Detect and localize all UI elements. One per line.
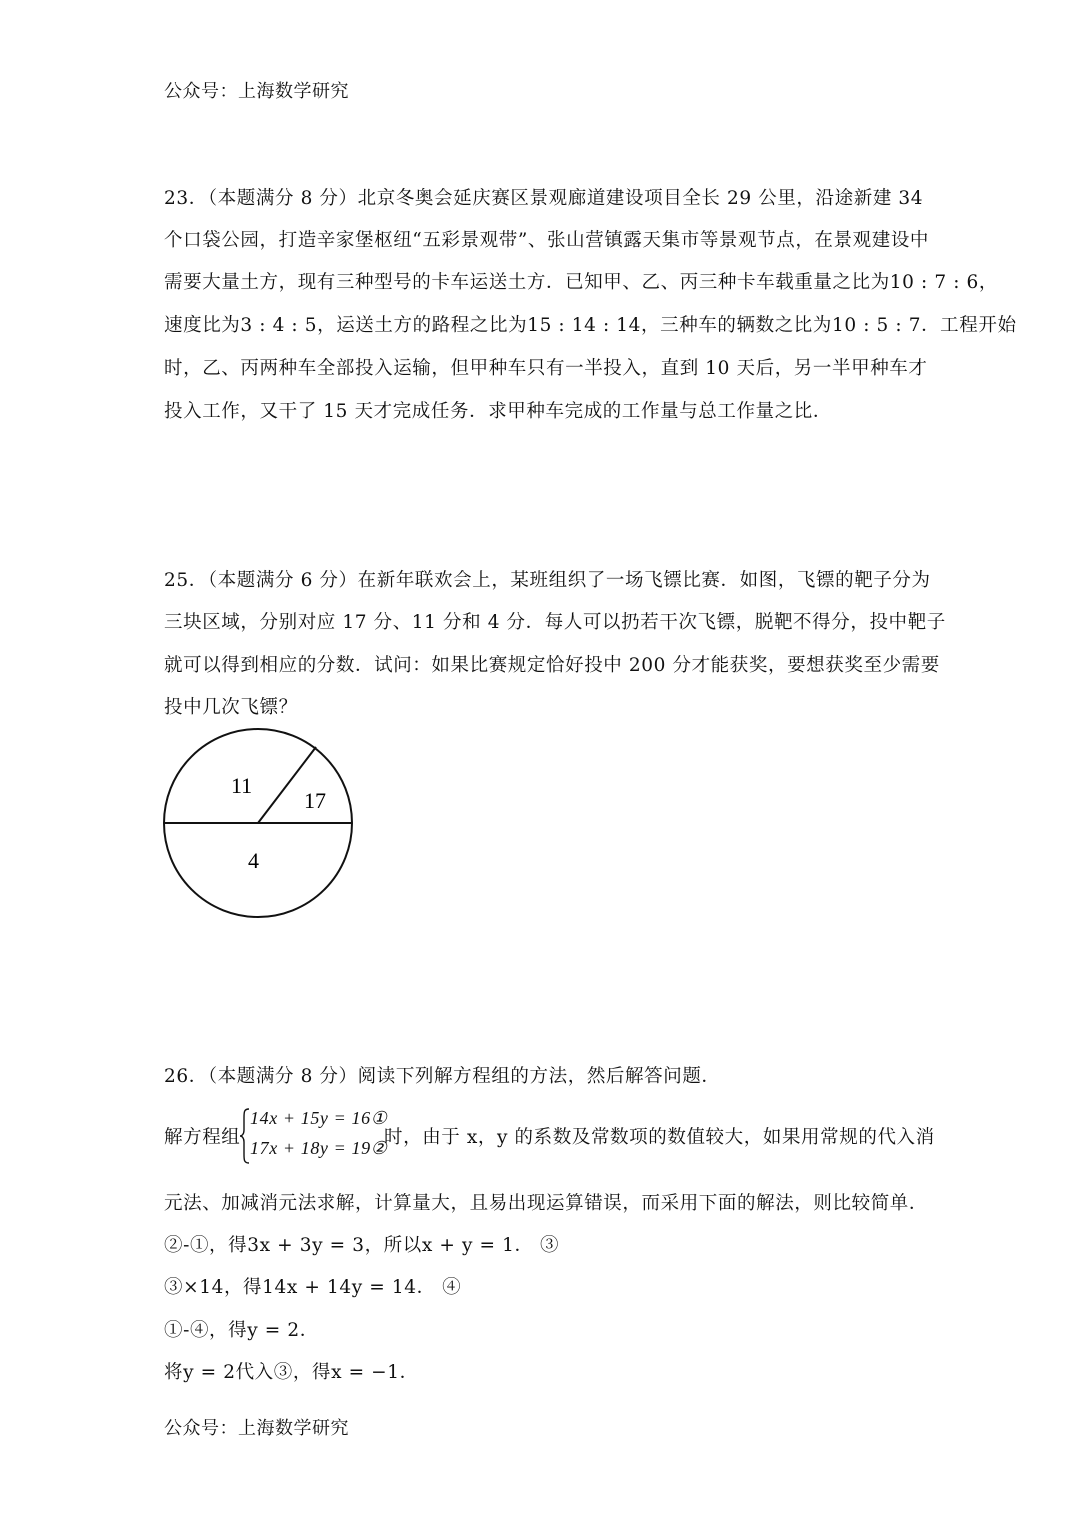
q26-step-2: ③×14，得14x + 14y = 14． ④ bbox=[164, 1277, 462, 1298]
q26-line-2: 元法、加减消元法求解，计算量大，且易出现运算错误，而采用下面的解法，则比较简单． bbox=[164, 1193, 929, 1214]
header-watermark-top: 公众号：上海数学研究 bbox=[164, 81, 349, 102]
q23-line-1: 23．（本题满分 8 分）北京冬奥会延庆赛区景观廊道建设项目全长 29 公里，沿途新建 34 bbox=[164, 188, 924, 209]
q26-title: 26．（本题满分 8 分）阅读下列解方程组的方法，然后解答问题． bbox=[164, 1066, 721, 1087]
q23-line-5: 时，乙、丙两种车全部投入运输，但甲种车只有一半投入，直到 10 天后，另一半甲种车才 bbox=[164, 358, 928, 379]
target-label-17: 17 bbox=[304, 788, 326, 813]
q26-step-1: ②-①，得3x + 3y = 3，所以x + y = 1． ③ bbox=[164, 1235, 560, 1256]
q25-line-4: 投中几次飞镖？ bbox=[164, 697, 298, 718]
q26-step-4: 将y = 2代入③，得x = −1． bbox=[164, 1362, 419, 1383]
q25-line-3: 就可以得到相应的分数．试问：如果比赛规定恰好投中 200 分才能获奖，要想获奖至少需要 bbox=[164, 655, 940, 676]
equation-2: 17x + 18y = 19② bbox=[250, 1138, 388, 1158]
target-label-11: 11 bbox=[231, 773, 253, 798]
q23-line-6: 投入工作，又干了 15 天才完成任务．求甲种车完成的工作量与总工作量之比． bbox=[164, 401, 833, 422]
system-suffix: 时，由于 x，y 的系数及常数项的数值较大，如果用常规的代入消 bbox=[384, 1127, 935, 1148]
system-prefix: 解方程组 bbox=[164, 1127, 241, 1148]
q23-line-4: 速度比为3 : 4 : 5，运送土方的路程之比为15 : 14 : 14，三种车的辆数之比为10 : 5 : 7．工程开始 bbox=[164, 315, 1017, 336]
target-label-4: 4 bbox=[248, 848, 259, 873]
q25-line-1: 25．（本题满分 6 分）在新年联欢会上，某班组织了一场飞镖比赛．如图，飞镖的靶子分为 bbox=[164, 570, 931, 591]
q23-line-3: 需要大量土方，现有三种型号的卡车运送土方．已知甲、乙、丙三种卡车载重量之比为10 : 7 : 6， bbox=[164, 272, 998, 293]
dart-target-figure bbox=[150, 720, 370, 930]
equation-1: 14x + 15y = 16① bbox=[250, 1108, 388, 1128]
q25-line-2: 三块区域，分别对应 17 分、11 分和 4 分．每人可以扔若干次飞镖，脱靶不得分，投中靶子 bbox=[164, 612, 946, 633]
header-watermark-bottom: 公众号：上海数学研究 bbox=[164, 1418, 349, 1439]
q26-step-3: ①-④，得y = 2． bbox=[164, 1320, 319, 1341]
q23-line-2: 个口袋公园，打造辛家堡枢纽“五彩景观带”、张山营镇露天集市等景观节点，在景观建设中 bbox=[164, 230, 930, 251]
left-brace bbox=[240, 1108, 250, 1164]
